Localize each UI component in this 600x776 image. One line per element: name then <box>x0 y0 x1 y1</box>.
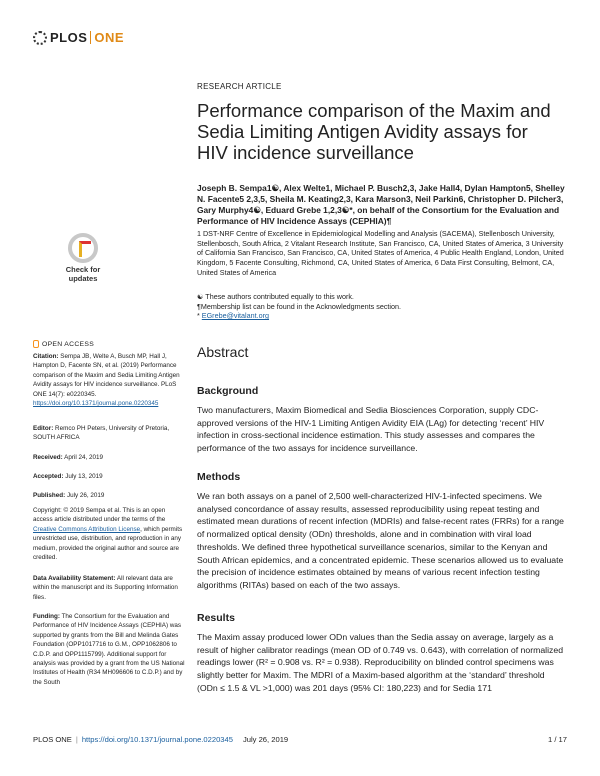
footer-doi-link[interactable]: https://doi.org/10.1371/journal.pone.0220345 <box>81 735 233 744</box>
published-block: Published: July 26, 2019 <box>33 492 105 499</box>
citation-doi-link[interactable]: https://doi.org/10.1371/journal.pone.0220345 <box>33 400 159 408</box>
logo-divider <box>90 31 91 44</box>
author-list: Joseph B. Sempa1☯, Alex Welte1, Michael P. Busch2,3, Jake Hall4, Dylan Hampton5, Shelley N. Facente5 2,3,5, Sheila M. Keating2,3, Kara Marson3, Neil Parkin6, Christopher D. Pilcher3, Gary Murphy4☯, Eduard Grebe 1,2,3☯*, on behalf of the Consortium for the Evaluation and Performance of HIV Incidence Assays (CEPHIA)¶ <box>197 183 565 226</box>
equal-contribution-note: ☯ These authors contributed equally to this work. <box>197 292 354 301</box>
logo-one-text: ONE <box>94 30 125 45</box>
membership-note: ¶Membership list can be found in the Acknowledgments section. <box>197 301 402 311</box>
cc-license-link[interactable]: Creative Commons Attribution License <box>33 525 141 533</box>
badge-line1: Check for <box>65 265 101 274</box>
check-for-updates-badge[interactable] <box>61 233 105 291</box>
plos-one-logo[interactable] <box>33 30 124 45</box>
data-availability-block: Data Availability Statement: All relevant data are within the manuscript and its Supporting Information files. <box>33 575 178 601</box>
page-number: 1 / 17 <box>548 735 567 744</box>
article-title: Performance comparison of the Maxim and Sedia Limiting Antigen Avidity assays for HIV incidence surveillance <box>197 100 551 163</box>
affiliations: 1 DST-NRF Centre of Excellence in Epidemiological Modelling and Analysis (SACEMA), Stellenbosch University, Stellenbosch, South Africa, 2 Vitalant Research Institute, San Francisco, CA, United States of America, 3 University of California San Francisco, San Francisco, CA, United States of America, 4 Public Health England, London, United Kingdom, 5 Facente Consulting, Richmond, CA, United States of America, 6 Data First Consulting, Belmont, CA, United States of America <box>197 229 564 277</box>
logo-plos-text: PLOS <box>50 30 88 45</box>
article-type: RESEARCH ARTICLE <box>197 82 282 91</box>
open-access-icon <box>33 340 39 348</box>
author-notes <box>197 292 565 321</box>
funding-block: Funding: The Consortium for the Evaluation and Performance of HIV Incidence Assays (CEPHIA) was supported by grants from the Bill and Melinda Gates Foundation (OPP1017716 to G.M., OPP1062806 to C.D.P. and OPP1115799). Additional support for analysis was provided by a grant from the US National Institutes of Health (R34 MH096606 to C.D.P.) and by the South <box>33 613 185 686</box>
abstract-heading: Abstract <box>197 344 249 360</box>
citation-block: Citation: Sempa JB, Welte A, Busch MP, Hall J, Hampton D, Facente SN, et al. (2019) Performance comparison of the Maxim and Sedia Limiting Antigen Avidity assays for HIV incidence surveillance. PLoS ONE 14(7): e0220345. https://doi.org/10.1371/journal.pone.0220345 <box>33 353 180 408</box>
open-access-label: OPEN ACCESS <box>33 340 94 348</box>
email-link[interactable]: EGrebe@vitalant.org <box>201 311 270 321</box>
footer-journal: PLOS ONE <box>33 735 72 744</box>
copyright-block: Copyright: © 2019 Sempa et al. This is an open access article distributed under the terms of the Creative Commons Attribution License, which permits unrestricted use, distribution, and reproduction in any medium, provided the original author and source are credited. <box>33 507 183 562</box>
background-paragraph: Two manufacturers, Maxim Biomedical and Sedia Biosciences Corporation, supply CDC-approved versions of the HIV-1 Limiting Antigen Avidity EIA (LAg) for detecting ‘recent’ HIV infection in cross-sectional incidence estimation. This study assesses and compares the performance of the two assays for incidence surveillance. <box>197 405 545 454</box>
background-heading: Background <box>197 385 259 397</box>
corresponding-email: * EGrebe@vitalant.org <box>197 311 270 321</box>
accepted-block: Accepted: July 13, 2019 <box>33 473 103 480</box>
editor-block: Editor: Remco PH Peters, University of Pretoria, SOUTH AFRICA <box>33 425 170 442</box>
results-heading: Results <box>197 612 235 624</box>
footer-date: July 26, 2019 <box>242 735 289 744</box>
results-paragraph: The Maxim assay produced lower ODn values than the Sedia assay on average, largely as a result of higher calibrator readings (mean OD of 0.749 vs. 0.643), with correlation of normalized readings lower (R² = 0.908 vs. R² = 0.938). Reproducibility on blinded control specimens was slightly better for Maxim. The MDRI of a Maxim-based algorithm at the ‘standard’ threshold (ODn ≤ 1.5 & VL >1,000) was 201 days (95% CI: 180,223) and for Sedia 171 <box>197 632 564 693</box>
page-footer: PLOS ONE | https://doi.org/10.1371/journal.pone.0220345 July 26, 2019 1 / 17 <box>33 735 567 744</box>
check-for-updates-icon <box>68 233 98 263</box>
methods-heading: Methods <box>197 471 241 483</box>
methods-paragraph: We ran both assays on a panel of 2,500 well-characterized HIV-1-infected specimens. We analysed concordance of assay results, assessed reproducibility using repeat testing and estimated mean durations of recent infection (MDRIs) and false-recent rates (FRRs) for a range of normalized optical density (ODn) thresholds, alone and in combination with viral load thresholds. We defined three hypothetical surveillance scenarios, similar to the Kenyan and South African epidemics, and a concentrated epidemic. These scenarios allowed us to evaluate the precision of incidence estimates obtained by means of various recent infection testing algorithms (RITAs) based on each of the two assays. <box>197 491 564 590</box>
received-block: Received: April 24, 2019 <box>33 454 104 461</box>
badge-line2: updates <box>68 273 98 283</box>
plos-logo-icon <box>33 31 47 45</box>
